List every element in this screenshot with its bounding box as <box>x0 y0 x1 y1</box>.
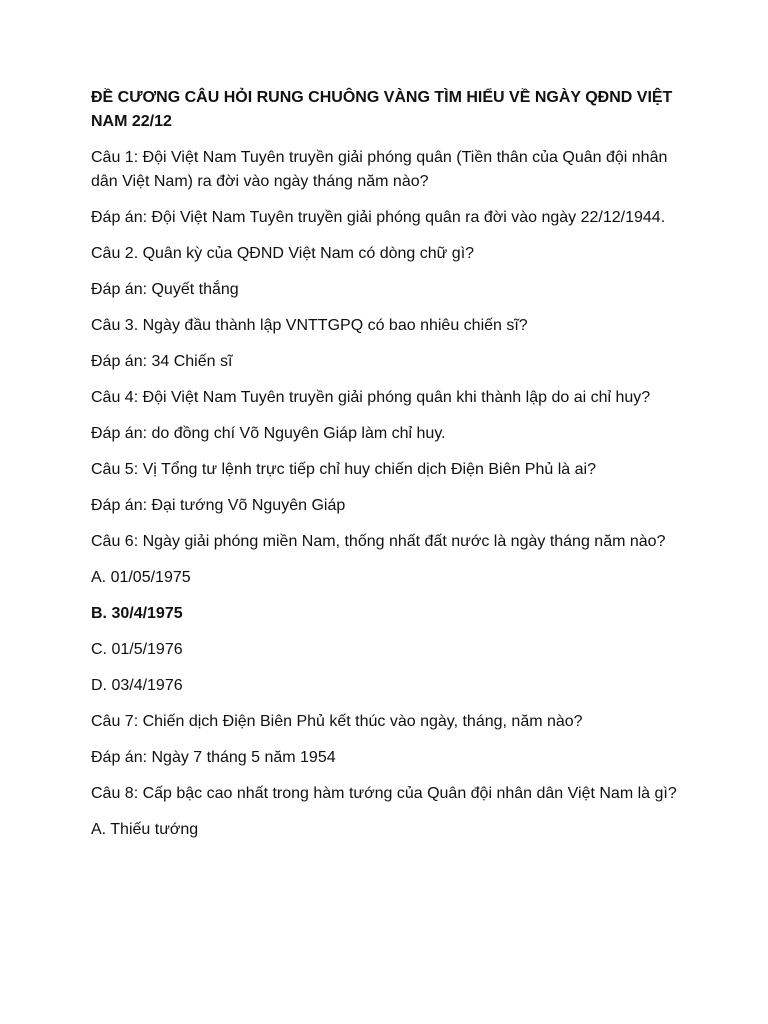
document-page <box>91 86 681 854</box>
question-3: Câu 3. Ngày đầu thành lập VNTTGPQ có bao nhiêu chiến sĩ? <box>91 317 528 334</box>
answer-7: Đáp án: Ngày 7 tháng 5 năm 1954 <box>91 749 336 766</box>
document-title: ĐỀ CƯƠNG CÂU HỎI RUNG CHUÔNG VÀNG TÌM HIỂU VỀ NGÀY QĐND VIỆT NAM 22/12 <box>91 89 673 130</box>
question-6: Câu 6: Ngày giải phóng miền Nam, thống nhất đất nước là ngày tháng năm nào? <box>91 533 666 550</box>
option-6d: D. 03/4/1976 <box>91 677 183 694</box>
answer-4: Đáp án: do đồng chí Võ Nguyên Giáp làm chỉ huy. <box>91 425 446 442</box>
option-6c: C. 01/5/1976 <box>91 641 183 658</box>
answer-1: Đáp án: Đội Việt Nam Tuyên truyền giải phóng quân ra đời vào ngày 22/12/1944. <box>91 209 666 226</box>
answer-3: Đáp án: 34 Chiến sĩ <box>91 353 233 370</box>
option-6a: A. 01/05/1975 <box>91 569 191 586</box>
question-4: Câu 4: Đội Việt Nam Tuyên truyền giải phóng quân khi thành lập do ai chỉ huy? <box>91 389 651 406</box>
question-1: Câu 1: Đội Việt Nam Tuyên truyền giải phóng quân (Tiền thân của Quân đội nhân dân Việt Nam) ra đời vào ngày tháng năm nào? <box>91 149 668 190</box>
answer-5: Đáp án: Đại tướng Võ Nguyên Giáp <box>91 497 346 514</box>
option-6b-correct: B. 30/4/1975 <box>91 605 183 622</box>
question-2: Câu 2. Quân kỳ của QĐND Việt Nam có dòng chữ gì? <box>91 245 475 262</box>
question-7: Câu 7: Chiến dịch Điện Biên Phủ kết thúc vào ngày, tháng, năm nào? <box>91 713 583 730</box>
option-8a: A. Thiếu tướng <box>91 821 199 838</box>
answer-2: Đáp án: Quyết thắng <box>91 281 239 298</box>
question-8: Câu 8: Cấp bậc cao nhất trong hàm tướng của Quân đội nhân dân Việt Nam là gì? <box>91 785 677 802</box>
question-5: Câu 5: Vị Tổng tư lệnh trực tiếp chỉ huy chiến dịch Điện Biên Phủ là ai? <box>91 461 596 478</box>
